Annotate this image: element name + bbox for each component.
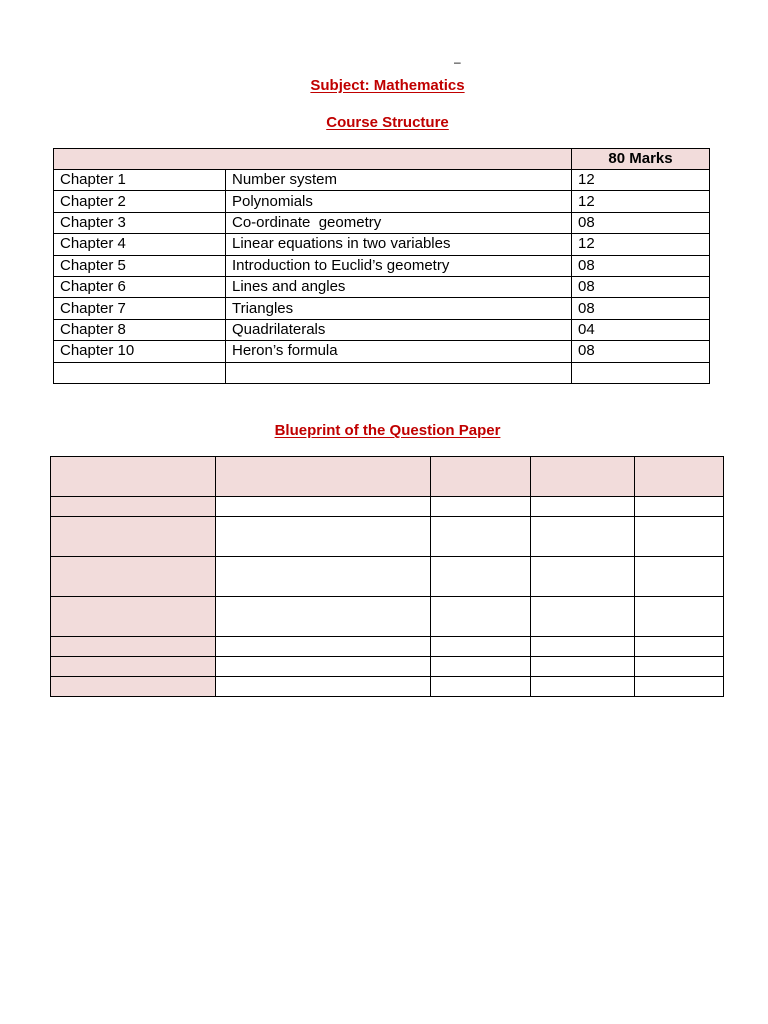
marks-cell: 08 [572, 298, 710, 319]
topic-cell: Quadrilaterals [226, 319, 572, 340]
blueprint-cell [51, 497, 216, 517]
marks-cell: 04 [572, 319, 710, 340]
marks-header: 80 Marks [572, 149, 710, 170]
blueprint-cell [51, 637, 216, 657]
blueprint-cell [431, 597, 531, 637]
blueprint-cell [431, 517, 531, 557]
blueprint-row [51, 517, 724, 557]
blueprint-cell [531, 517, 635, 557]
table-row [54, 170, 710, 191]
table-row [54, 276, 710, 297]
blueprint-cell [51, 657, 216, 677]
blueprint-cell [51, 457, 216, 497]
blueprint-cell [216, 457, 431, 497]
topic-cell: Lines and angles [226, 276, 572, 297]
blueprint-row [51, 657, 724, 677]
blueprint-row [51, 597, 724, 637]
blueprint-cell [431, 457, 531, 497]
blueprint-cell [635, 637, 724, 657]
blueprint-cell [635, 457, 724, 497]
blueprint-cell [431, 677, 531, 697]
topic-cell: Co-ordinate geometry [226, 212, 572, 233]
blueprint-cell [635, 677, 724, 697]
table-row [54, 234, 710, 255]
chapter-cell: Chapter 7 [54, 298, 226, 319]
blueprint-heading: Blueprint of the Question Paper [274, 422, 501, 439]
topic-cell: Heron’s formula [226, 341, 572, 362]
marks-cell: 08 [572, 255, 710, 276]
blueprint-cell [635, 497, 724, 517]
blueprint-cell [216, 637, 431, 657]
table-row [54, 319, 710, 340]
chapter-cell: Chapter 10 [54, 341, 226, 362]
chapter-cell [54, 362, 226, 383]
blueprint-cell [216, 677, 431, 697]
topic-cell: Introduction to Euclid’s geometry [226, 255, 572, 276]
chapter-cell: Chapter 1 [54, 170, 226, 191]
chapter-cell: Chapter 4 [54, 234, 226, 255]
blueprint-cell [216, 657, 431, 677]
blueprint-row [51, 637, 724, 657]
topic-cell: Number system [226, 170, 572, 191]
blueprint-cell [531, 497, 635, 517]
blueprint-cell [531, 637, 635, 657]
header-blank-cell [54, 149, 572, 170]
chapter-cell: Chapter 6 [54, 276, 226, 297]
blueprint-cell [431, 637, 531, 657]
marks-cell: 12 [572, 191, 710, 212]
course-structure-table [53, 148, 710, 384]
blueprint-cell [51, 517, 216, 557]
marks-cell: 08 [572, 276, 710, 297]
blueprint-cell [635, 597, 724, 637]
blueprint-cell [51, 677, 216, 697]
blueprint-cell [635, 657, 724, 677]
subject-heading: Subject: Mathematics [310, 77, 465, 94]
blueprint-cell [635, 517, 724, 557]
blueprint-cell [216, 557, 431, 597]
blueprint-cell [531, 657, 635, 677]
table-row [54, 212, 710, 233]
topic-cell [226, 362, 572, 383]
marks-cell [572, 362, 710, 383]
topic-cell: Triangles [226, 298, 572, 319]
topic-cell: Linear equations in two variables [226, 234, 572, 255]
course-structure-heading: Course Structure [326, 114, 449, 131]
blueprint-cell [531, 677, 635, 697]
blueprint-cell [431, 557, 531, 597]
chapter-cell: Chapter 5 [54, 255, 226, 276]
table-row [54, 341, 710, 362]
blueprint-row [51, 557, 724, 597]
blueprint-cell [531, 597, 635, 637]
blueprint-cell [216, 597, 431, 637]
blueprint-cell [51, 597, 216, 637]
blueprint-cell [431, 657, 531, 677]
chapter-cell: Chapter 2 [54, 191, 226, 212]
marks-cell: 12 [572, 234, 710, 255]
table-header-row [54, 149, 710, 170]
chapter-cell: Chapter 3 [54, 212, 226, 233]
blueprint-row [51, 677, 724, 697]
blueprint-cell [531, 457, 635, 497]
table-row [54, 191, 710, 212]
table-row [54, 362, 710, 383]
blueprint-cell [216, 497, 431, 517]
table-row [54, 255, 710, 276]
topic-cell: Polynomials [226, 191, 572, 212]
blueprint-cell [51, 557, 216, 597]
blueprint-cell [431, 497, 531, 517]
blueprint-cell [635, 557, 724, 597]
marks-cell: 08 [572, 341, 710, 362]
blueprint-row [51, 497, 724, 517]
blueprint-cell [531, 557, 635, 597]
blueprint-table [50, 456, 724, 697]
marks-cell: 08 [572, 212, 710, 233]
marks-cell: 12 [572, 170, 710, 191]
top-mark: – [454, 55, 461, 69]
table-row [54, 298, 710, 319]
blueprint-header-row [51, 457, 724, 497]
blueprint-cell [216, 517, 431, 557]
chapter-cell: Chapter 8 [54, 319, 226, 340]
